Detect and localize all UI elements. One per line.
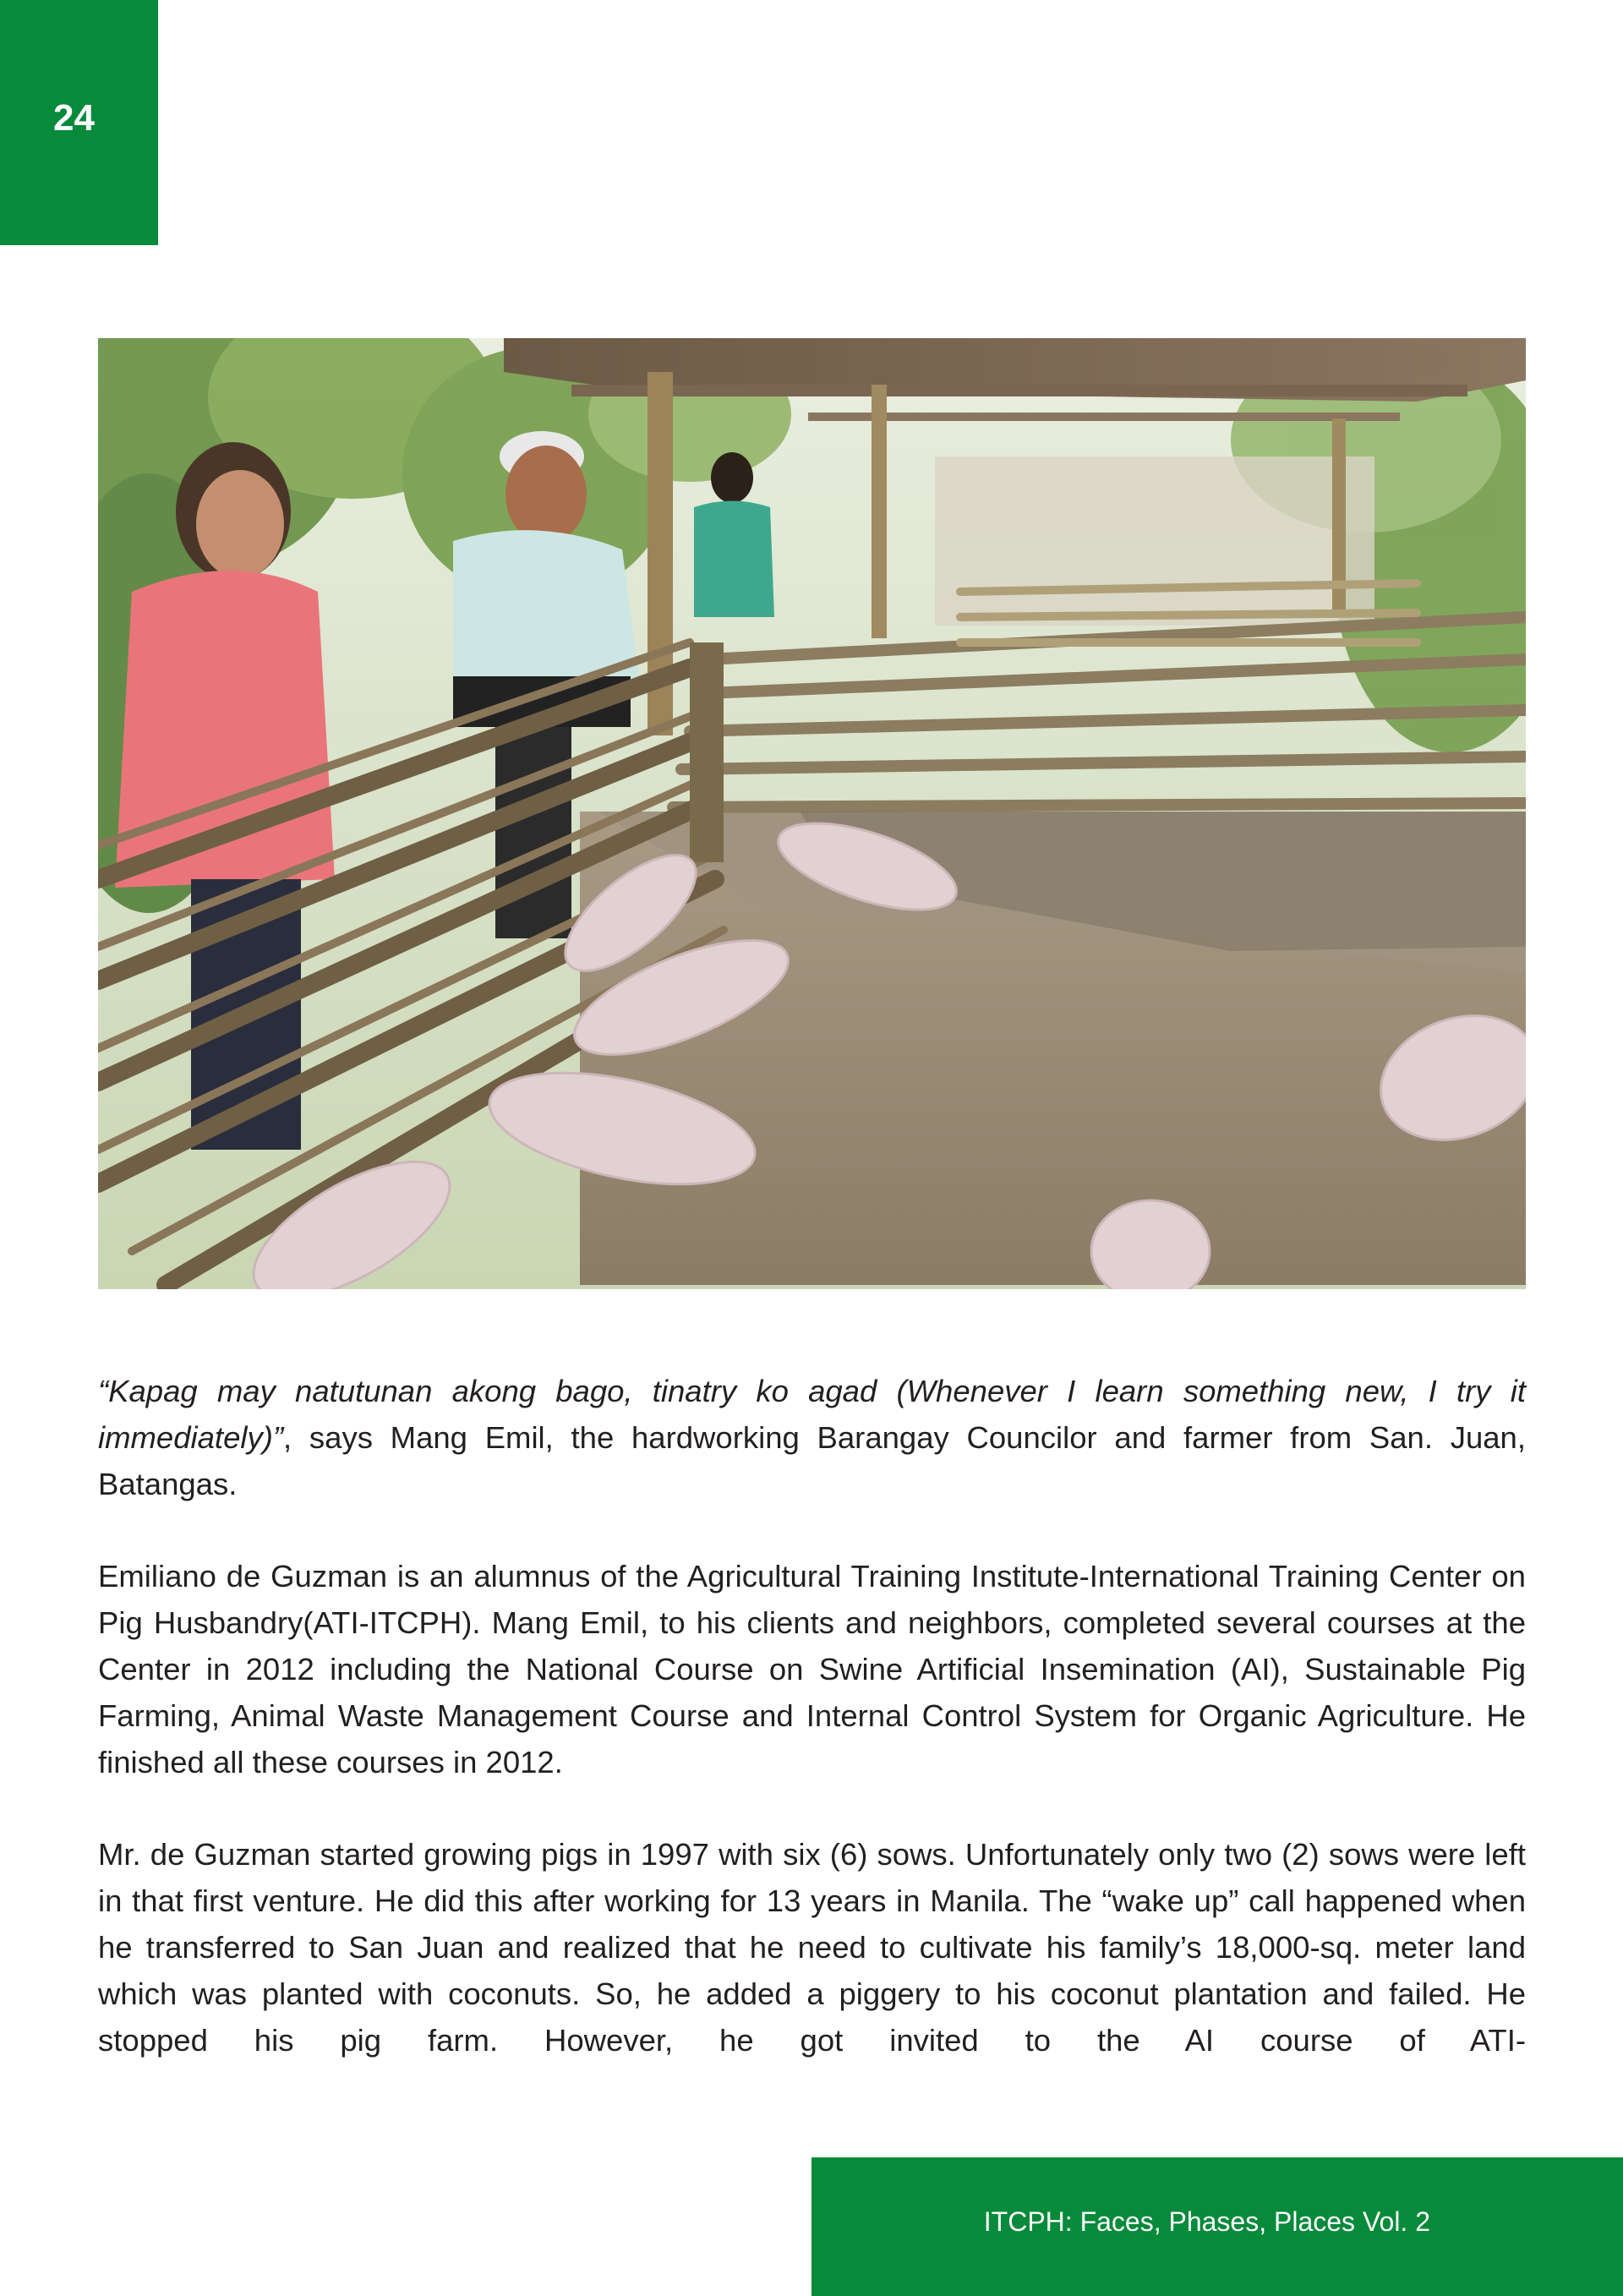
article-paragraph-2: Emiliano de Guzman is an alumnus of the Agricultural Training Institute-International Training Center on Pig Husbandry(ATI-ITCPH). Mang Emil, to his clients and neighbors, completed several courses at the Center in 2012 including the National Course on Swine Artificial Insemination (AI), Sustainable Pig Farming, Animal Waste Management Course and Internal Control System for Organic Agriculture. He finished all these courses in 2012. [98,1559,1526,1779]
article-paragraph-1 [98,1368,1526,1507]
quote-attribution: , says Mang Emil, the hardworking Barangay Councilor and farmer from San. Juan, Batangas. [98,1420,1526,1501]
publication-title: ITCPH: Faces, Phases, Places Vol. 2 [983,2206,1430,2237]
article-photo [98,338,1526,1289]
page-number: 24 [53,97,95,139]
page-number-tab [0,0,158,245]
article-paragraph-3: Mr. de Guzman started growing pigs in 1997 with six (6) sows. Unfortunately only two (2) sows were left in that first venture. He did this after working for 13 years in Manila. The “wake up” call happened when he transferred to San Juan and realized that he need to cultivate his family’s 18,000-sq. meter land which was planted with coconuts. So, he added a piggery to his coconut plantation and failed. He stopped his pig farm. However, he got invited to the AI course of ATI- [98,1837,1526,2058]
article-body [98,1368,1526,2109]
quote-text: “Kapag may natutunan akong bago, tinatry ko agad (Whenever I learn something new, I try it immediately)” [98,1374,1526,1455]
footer-bar [812,2157,1623,2296]
